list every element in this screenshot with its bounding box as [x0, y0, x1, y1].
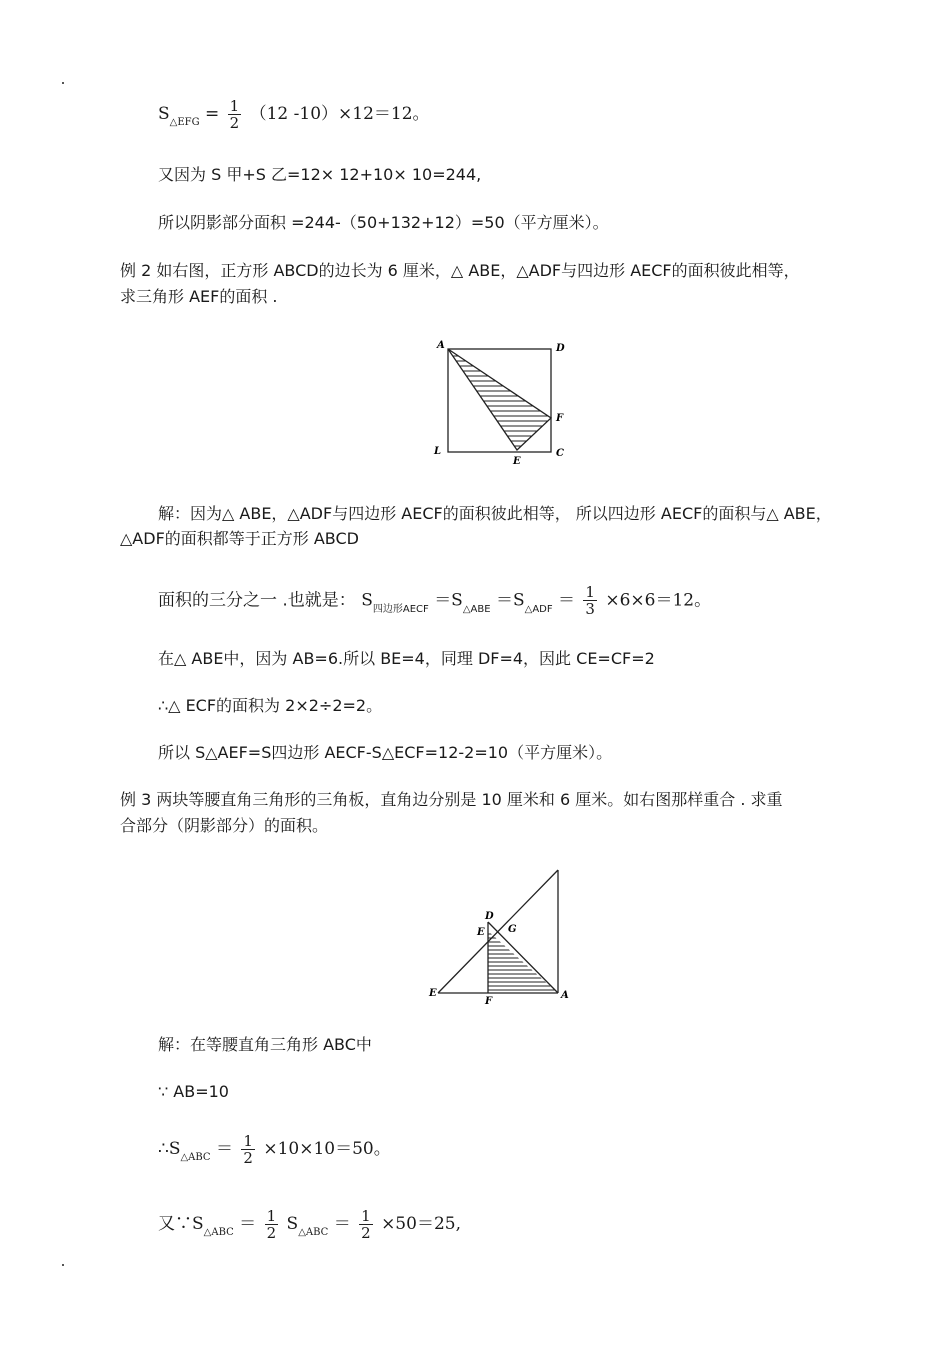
frac-num: 1	[585, 583, 595, 601]
frac-den: 2	[361, 1224, 371, 1242]
figure-square-abcd	[428, 336, 578, 468]
formula-s: S	[158, 104, 170, 124]
formula-sub1: △ABC	[203, 1227, 234, 1238]
frac-num: 1	[243, 1132, 253, 1150]
formula-sub1: 四边形AECF	[372, 603, 429, 615]
formula-eq1: ＝	[239, 1214, 257, 1234]
fraction-half	[241, 1133, 255, 1166]
example-2-line-1: 例 2 如右图，正方形 ABCD的边长为 6 厘米，△ ABE，△ADF与四边形 AECF的面积彼此相等，	[120, 261, 800, 280]
formula-rest: ×6×6＝12。	[605, 590, 712, 611]
formula-rest: （12 -10）×12＝12。	[249, 104, 430, 124]
example-3-line-1: 例 3 两块等腰直角三角形的三角板，直角边分别是 10 厘米和 6 厘米。如右图那样重合 . 求重	[120, 790, 783, 809]
example-3-line-2: 合部分（阴影部分）的面积。	[120, 816, 329, 835]
solution-2-line-5: ∴△ ECF的面积为 2×2÷2=2。	[158, 696, 383, 715]
label-c: C	[556, 448, 564, 459]
label-b: L	[434, 446, 442, 457]
formula-s1: S	[361, 590, 373, 611]
label-e-upper: E	[477, 927, 485, 938]
label-a: A	[437, 340, 445, 351]
formula-s2: ＝S	[434, 590, 463, 611]
formula-eq2: ＝	[333, 1214, 351, 1234]
formula-rest: ×50＝25,	[381, 1214, 461, 1234]
formula-sub2: △ABC	[298, 1227, 329, 1238]
frac-den: 2	[266, 1224, 277, 1242]
formula-pre: ∴S	[158, 1139, 181, 1159]
fraction-half-1	[265, 1208, 279, 1241]
frac-num: 1	[361, 1207, 371, 1225]
label-f: F	[485, 996, 493, 1006]
label-d: D	[556, 343, 565, 354]
formula-rest: ×10×10＝50。	[263, 1139, 391, 1159]
solution-2-formula	[158, 584, 711, 617]
formula-mid: S	[286, 1214, 299, 1234]
label-g: G	[508, 924, 517, 935]
formula-eq: =	[204, 104, 220, 124]
page-marker-top	[62, 82, 64, 84]
page-marker-bottom	[62, 1264, 64, 1266]
solution-3-line-1: 解：在等腰直角三角形 ABC中	[158, 1035, 372, 1054]
frac-num: 1	[229, 97, 240, 115]
example-2-line-2: 求三角形 AEF的面积 .	[120, 287, 278, 306]
formula-eq: ＝	[558, 590, 576, 611]
figure-triangles	[424, 864, 584, 1006]
text-line-3: 所以阴影部分面积 =244-（50+132+12）=50（平方厘米）。	[158, 213, 609, 232]
solution-3-formula-1	[158, 1133, 391, 1166]
formula-text: 面积的三分之一 .也就是：	[158, 590, 356, 611]
fraction-half	[228, 98, 242, 131]
frac-den: 2	[229, 114, 240, 132]
formula-sub3: △ADF	[524, 603, 553, 615]
formula-s-efg	[158, 98, 430, 131]
solution-2-line-2: △ADF的面积都等于正方形 ABCD	[120, 529, 359, 548]
label-e-lower: E	[429, 988, 437, 999]
frac-num: 1	[266, 1207, 277, 1225]
formula-sub: △ABC	[180, 1152, 211, 1163]
label-a: A	[561, 990, 569, 1001]
square	[448, 349, 551, 452]
formula-sub2: △ABE	[462, 603, 491, 615]
solution-2-line-4: 在△ ABE中，因为 AB=6.所以 BE=4，同理 DF=4，因此 CE=CF=2	[158, 649, 655, 668]
frac-den: 2	[243, 1149, 253, 1167]
formula-sub: △EFG	[169, 117, 200, 128]
formula-s3: ＝S	[495, 590, 525, 611]
solution-2-line-1: 解：因为△ ABE，△ADF与四边形 AECF的面积彼此相等， 所以四边形 AECF的面积与△ ABE，	[158, 504, 832, 523]
frac-den: 3	[585, 600, 595, 618]
fraction-third	[583, 584, 597, 617]
formula-eq: ＝	[215, 1139, 233, 1159]
text-line-2: 又因为 S 甲+S 乙=12× 12+10× 10=244,	[158, 165, 482, 184]
label-e: E	[513, 456, 521, 467]
triangle-aef	[448, 349, 551, 450]
label-f: F	[556, 413, 564, 424]
solution-2-line-6: 所以 S△AEF=S四边形 AECF-S△ECF=12-2=10（平方厘米）。	[158, 743, 613, 762]
formula-pre: 又∵S	[158, 1214, 204, 1234]
solution-3-line-2: ∵ AB=10	[158, 1082, 229, 1101]
fraction-half-2	[359, 1208, 373, 1241]
label-d: D	[485, 911, 494, 922]
solution-3-formula-2	[158, 1208, 461, 1241]
